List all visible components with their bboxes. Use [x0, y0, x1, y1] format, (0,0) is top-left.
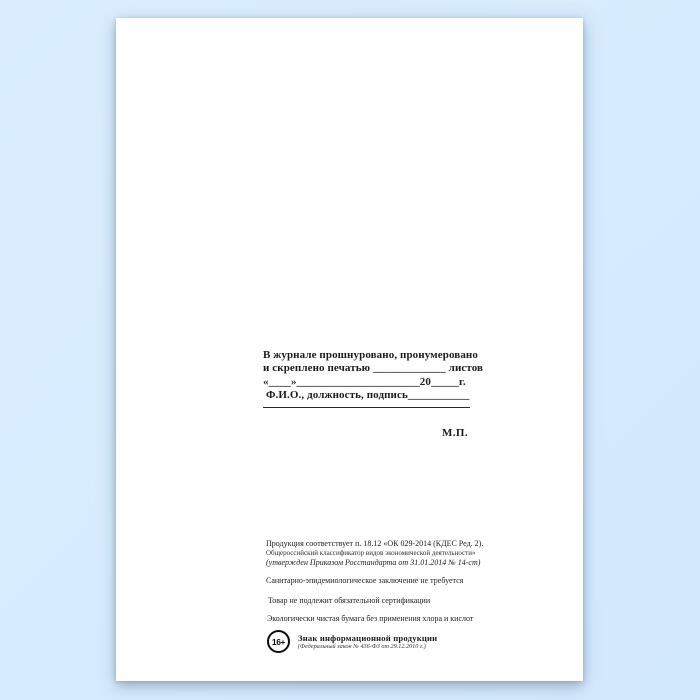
age-rating-16plus-icon: 16+ [267, 630, 290, 653]
info-sign-text [298, 633, 437, 651]
sanitary-note: Санитарно-эпидемиологическое заключение не требуется [266, 576, 464, 585]
signature-rule [263, 407, 470, 408]
info-product-sign-row [267, 630, 481, 653]
ecology-note: Экологически чистая бумага без применения хлора и кислот [267, 614, 474, 623]
stitch-line-3: «____»______________________20_____г. [263, 375, 466, 388]
stamp-place-label: М.П. [441, 426, 468, 439]
info-sign-law: (Федеральный закон № 436-ФЗ от 29.12.2010 г.) [298, 642, 426, 650]
stitch-statement-block [263, 349, 484, 440]
certification-note: Товар не подлежит обязательной сертификации [268, 596, 431, 605]
compliance-line-2: Общероссийский классификатор видов экономической деятельности» [266, 549, 476, 557]
document-page [116, 18, 583, 681]
stitch-line-2: и скреплено печатью _____________ листов [263, 362, 484, 375]
stitch-line-1: В журнале прошнуровано, пронумеровано [263, 349, 478, 361]
compliance-line-3: (утвержден Приказом Росстандарта от 31.01.2014 № 14-ст) [266, 558, 481, 567]
stitch-line-4: Ф.И.О., должность, подпись___________ [266, 389, 470, 402]
compliance-line-1: Продукция соответствует п. 18.12 «ОК 029-2014 (КДЕС Ред. 2). [266, 539, 484, 548]
compliance-notes-block [266, 539, 484, 653]
info-sign-title: Знак информационной продукции [298, 632, 438, 643]
